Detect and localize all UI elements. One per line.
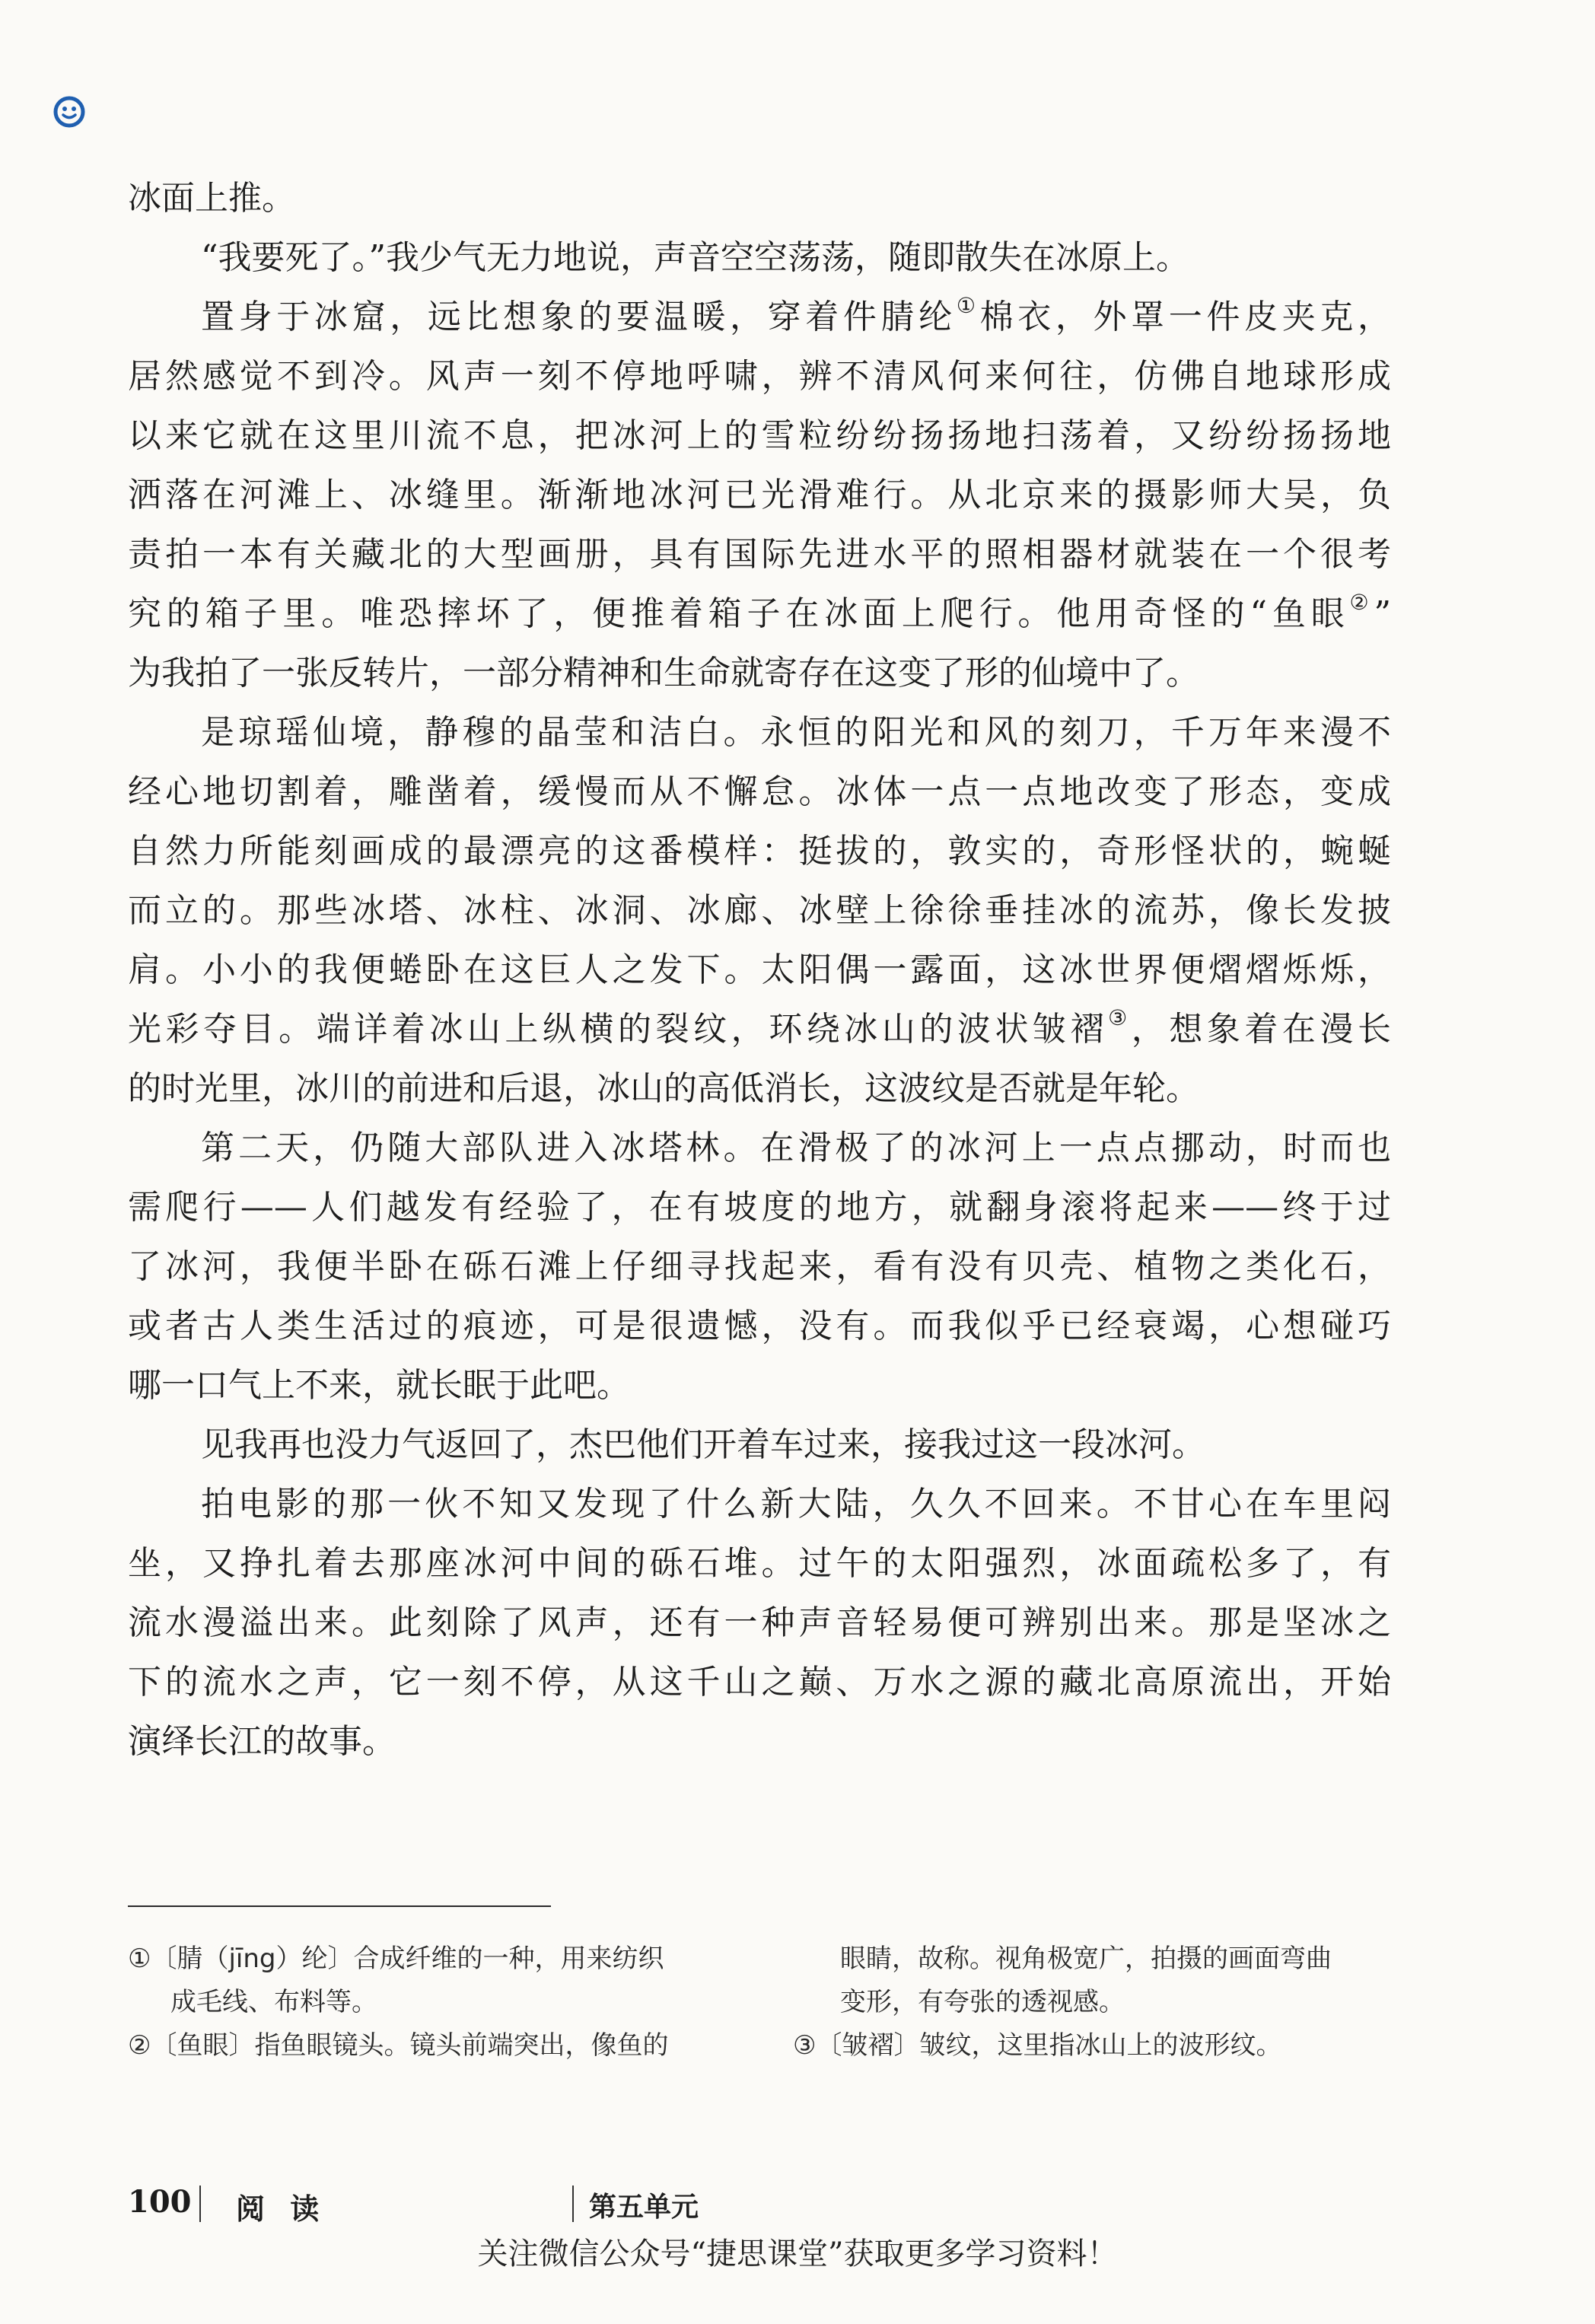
text-line: 冰面上推。 [128,179,295,218]
footer-divider [572,2186,574,2222]
text-line: 为我拍了一张反转片，一部分精神和生命就寄存在这变了形的仙境中了。 [128,654,1199,692]
text-line: 洒落在河滩上、冰缝里。渐渐地冰河已光滑难行。从北京来的摄影师大吴，负 [128,476,1391,514]
text-line: 或者古人类生活过的痕迹，可是很遗憾，没有。而我似乎已经衰竭，心想碰巧 [128,1307,1391,1345]
text-segment: ” [1374,594,1391,633]
footnote-marker: ③ [1108,1005,1132,1031]
text-line [128,1000,1391,1059]
text-line: 演绎长江的故事。 [128,1722,396,1761]
footer-divider [199,2186,201,2222]
text-line: 而立的。那些冰塔、冰柱、冰洞、冰廊、冰壁上徐徐垂挂冰的流苏，像长发披 [128,891,1391,930]
page-footer [128,2184,1421,2230]
footnotes-right-column [793,1937,1402,2068]
text-line: 下的流水之声，它一刻不停，从这千山之巅、万水之源的藏北高原流出，开始 [128,1663,1391,1702]
text-segment: 究的箱子里。唯恐摔坏了，便推着箱子在冰面上爬行。他用奇怪的“鱼眼 [128,594,1350,633]
text-line: 是琼瑶仙境，静穆的晶莹和洁白。永恒的阳光和风的刻刀，千万年来漫不 [201,713,1391,752]
text-line: 哪一口气上不来，就长眠于此吧。 [128,1366,630,1405]
text-line: “我要死了。”我少气无力地说，声音空空荡荡，随即散失在冰原上。 [201,238,1189,277]
text-line: 第二天，仍随大部队进入冰塔林。在滑极了的冰河上一点点挪动，时而也 [201,1129,1391,1167]
text-line: 责拍一本有关藏北的大型画册，具有国际先进水平的照相器材就装在一个很考 [128,535,1391,574]
text-segment: ，想象着在漫长 [1131,1010,1392,1049]
text-line [128,288,1391,347]
smiley-face-icon [53,96,85,128]
text-line: 经心地切割着，雕凿着，缓慢而从不懈怠。冰体一点一点地改变了形态，变成 [128,772,1391,811]
text-line: 坐，又挣扎着去那座冰河中间的砾石堆。过午的太阳强烈，冰面疏松多了，有 [128,1544,1391,1583]
text-line: 见我再也没力气返回了，杰巴他们开着车过来，接我过这一段冰河。 [201,1425,1205,1464]
text-segment: 置身于冰窟，远比想象的要温暖，穿着件腈纶 [201,298,957,336]
page-number: 100 [128,2184,192,2220]
footnote-line: ①〔腈（jīng）纶〕合成纤维的一种，用来纺织 [128,1944,664,1974]
text-segment: 光彩夺目。端详着冰山上纵横的裂纹，环绕冰山的波状皱褶 [128,1010,1109,1049]
footnote-marker: ① [956,293,980,319]
text-line: 流水漫溢出来。此刻除了风声，还有一种声音轻易便可辨别出来。那是坚冰之 [128,1603,1391,1642]
text-segment: 棉衣，外罩一件皮夹克， [979,298,1392,336]
text-line: 需爬行——人们越发有经验了，在有坡度的地方，就翻身滚将起来——终于过 [128,1188,1391,1227]
text-line: 自然力所能刻画成的最漂亮的这番模样：挺拔的，敦实的，奇形怪状的，蜿蜒 [128,832,1391,871]
footnote-line: 变形，有夸张的透视感。 [840,1987,1125,2017]
text-line [128,584,1391,644]
footnote-line: 眼睛，故称。视角极宽广，拍摄的画面弯曲 [840,1944,1332,1974]
footnote-line: ②〔鱼眼〕指鱼眼镜头。镜头前端突出，像鱼的 [128,2030,669,2061]
footnote-line: 成毛线、布料等。 [170,1987,377,2017]
footnote-divider [128,1905,551,1907]
text-line: 居然感觉不到冷。风声一刻不停地呼啸，辨不清风何来何往，仿佛自地球形成 [128,357,1391,396]
footnote-line: ③〔皱褶〕皱纹，这里指冰山上的波形纹。 [793,2030,1282,2061]
bottom-note: 关注微信公众号“捷思课堂”获取更多学习资料！ [477,2236,1118,2271]
text-line: 肩。小小的我便蜷卧在这巨人之发下。太阳偶一露面，这冰世界便熠熠烁烁， [128,950,1391,989]
text-line: 拍电影的那一伙不知又发现了什么新大陆，久久不回来。不甘心在车里闷 [201,1485,1391,1523]
footnote-marker: ② [1349,590,1374,616]
text-line: 的时光里，冰川的前进和后退，冰山的高低消长，这波纹是否就是年轮。 [128,1069,1199,1108]
section-name: 阅 读 [236,2192,327,2226]
text-line: 以来它就在这里川流不息，把冰河上的雪粒纷纷扬扬地扫荡着，又纷纷扬扬地 [128,416,1391,455]
text-line: 了冰河，我便半卧在砾石滩上仔细寻找起来，看有没有贝壳、植物之类化石， [128,1247,1391,1286]
footnotes-left-column [128,1937,737,2068]
unit-name: 第五单元 [589,2191,699,2223]
article-body [128,169,1391,1772]
